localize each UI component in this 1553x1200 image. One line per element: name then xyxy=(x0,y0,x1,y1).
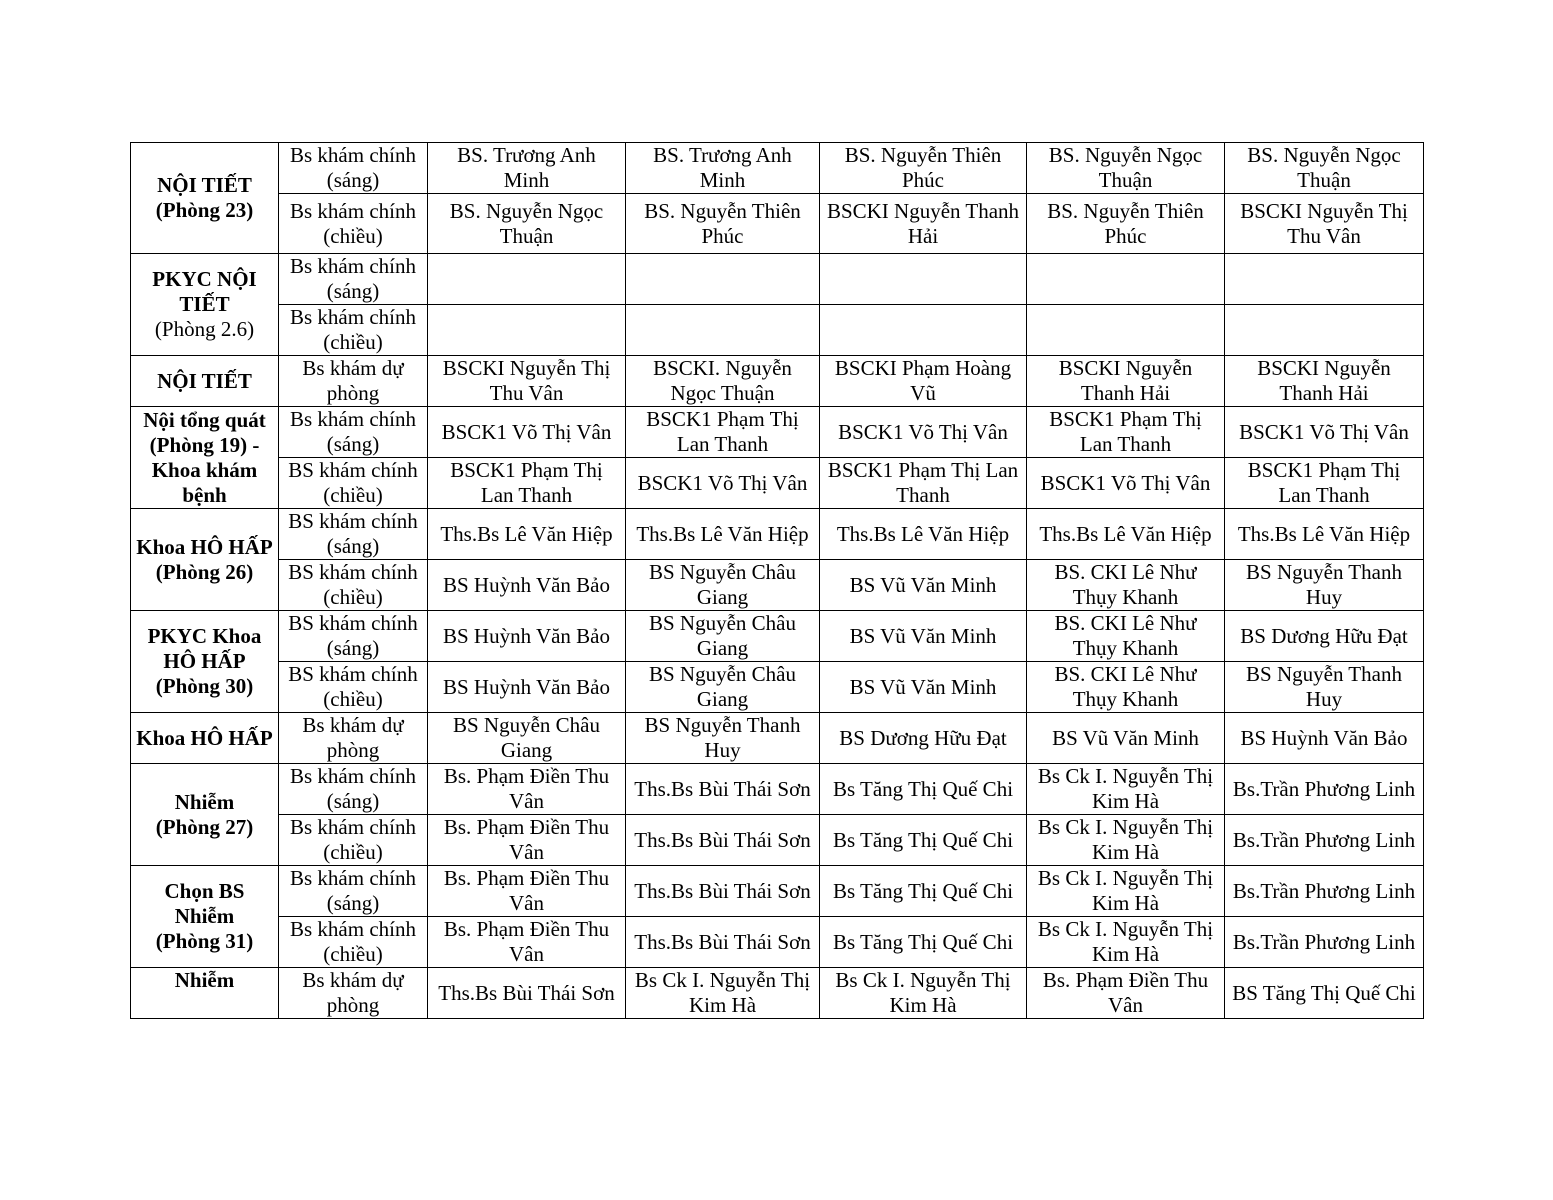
doctor-cell: BS. Nguyễn Ngọc Thuận xyxy=(428,194,626,254)
shift-cell: Bs khám chính (sáng) xyxy=(279,407,428,458)
doctor-cell: BSCKI Nguyễn Thanh Hải xyxy=(1027,356,1225,407)
doctor-cell xyxy=(1225,254,1424,305)
doctor-cell: BS Huỳnh Văn Bảo xyxy=(428,611,626,662)
doctor-cell: BS Nguyễn Thanh Huy xyxy=(626,713,820,764)
doctor-cell: BS Nguyễn Châu Giang xyxy=(626,611,820,662)
table-row xyxy=(131,509,1424,560)
doctor-cell: Bs Ck I. Nguyễn Thị Kim Hà xyxy=(626,968,820,1019)
department-cell xyxy=(131,254,279,356)
shift-cell: Bs khám dự phòng xyxy=(279,713,428,764)
doctor-cell: BS Huỳnh Văn Bảo xyxy=(1225,713,1424,764)
doctor-cell: BSCK1 Phạm Thị Lan Thanh xyxy=(1027,407,1225,458)
doctor-cell: Ths.Bs Bùi Thái Sơn xyxy=(626,917,820,968)
doctor-cell: BS. CKI Lê Như Thụy Khanh xyxy=(1027,611,1225,662)
table-row xyxy=(131,458,1424,509)
doctor-cell: Bs Tăng Thị Quế Chi xyxy=(820,764,1027,815)
table-row xyxy=(131,143,1424,194)
department-name: PKYC NỘI TIẾT xyxy=(152,267,257,316)
doctor-cell: BS Nguyễn Châu Giang xyxy=(626,662,820,713)
department-cell xyxy=(131,143,279,254)
doctor-cell: Bs. Phạm Điền Thu Vân xyxy=(428,815,626,866)
shift-cell: BS khám chính (chiều) xyxy=(279,458,428,509)
doctor-cell: BSCK1 Võ Thị Vân xyxy=(626,458,820,509)
department-cell xyxy=(131,866,279,968)
doctor-cell xyxy=(1027,305,1225,356)
doctor-cell: Bs Tăng Thị Quế Chi xyxy=(820,866,1027,917)
shift-cell: Bs khám chính (chiều) xyxy=(279,305,428,356)
department-cell xyxy=(131,764,279,866)
doctor-cell: Bs. Phạm Điền Thu Vân xyxy=(428,866,626,917)
doctor-cell: BSCK1 Võ Thị Vân xyxy=(1027,458,1225,509)
table-row xyxy=(131,356,1424,407)
doctor-cell: Bs Ck I. Nguyễn Thị Kim Hà xyxy=(1027,815,1225,866)
doctor-cell: BS Nguyễn Châu Giang xyxy=(428,713,626,764)
doctor-cell: Bs. Phạm Điền Thu Vân xyxy=(428,917,626,968)
doctor-cell: Bs Tăng Thị Quế Chi xyxy=(820,815,1027,866)
doctor-cell: BSCK1 Võ Thị Vân xyxy=(820,407,1027,458)
doctor-cell: BSCKI Nguyễn Thanh Hải xyxy=(820,194,1027,254)
shift-cell: Bs khám chính (sáng) xyxy=(279,143,428,194)
shift-cell: Bs khám dự phòng xyxy=(279,968,428,1019)
table-row xyxy=(131,917,1424,968)
doctor-cell xyxy=(820,254,1027,305)
doctor-cell: Ths.Bs Lê Văn Hiệp xyxy=(428,509,626,560)
doctor-cell: BS Huỳnh Văn Bảo xyxy=(428,662,626,713)
doctor-cell: BS. Trương Anh Minh xyxy=(428,143,626,194)
shift-cell: BS khám chính (sáng) xyxy=(279,509,428,560)
department-name: Khoa HÔ HẤP xyxy=(136,725,273,750)
table-row xyxy=(131,407,1424,458)
shift-cell: Bs khám dự phòng xyxy=(279,356,428,407)
doctor-cell: BS Vũ Văn Minh xyxy=(820,611,1027,662)
doctor-cell: BSCKI Nguyễn Thị Thu Vân xyxy=(428,356,626,407)
shift-cell: Bs khám chính (sáng) xyxy=(279,866,428,917)
doctor-cell: Ths.Bs Bùi Thái Sơn xyxy=(626,866,820,917)
doctor-cell: Bs. Phạm Điền Thu Vân xyxy=(428,764,626,815)
department-cell xyxy=(131,407,279,509)
department-cell xyxy=(131,611,279,713)
doctor-cell: Ths.Bs Bùi Thái Sơn xyxy=(428,968,626,1019)
doctor-cell xyxy=(1225,305,1424,356)
doctor-cell: BSCK1 Võ Thị Vân xyxy=(428,407,626,458)
doctor-cell xyxy=(626,305,820,356)
doctor-cell: BS Nguyễn Thanh Huy xyxy=(1225,560,1424,611)
department-name: Khoa HÔ HẤP xyxy=(136,534,273,559)
doctor-cell: BS. Nguyễn Ngọc Thuận xyxy=(1027,143,1225,194)
doctor-cell: BS Vũ Văn Minh xyxy=(1027,713,1225,764)
doctor-cell: Bs.Trần Phương Linh xyxy=(1225,815,1424,866)
department-cell xyxy=(131,713,279,764)
doctor-cell: Bs Tăng Thị Quế Chi xyxy=(820,917,1027,968)
doctor-cell: BSCK1 Phạm Thị Lan Thanh xyxy=(1225,458,1424,509)
doctor-cell: BS. Nguyễn Thiên Phúc xyxy=(820,143,1027,194)
doctor-cell xyxy=(820,305,1027,356)
doctor-schedule-table xyxy=(130,142,1424,1019)
doctor-cell: Bs Ck I. Nguyễn Thị Kim Hà xyxy=(1027,764,1225,815)
table-row xyxy=(131,194,1424,254)
table-row xyxy=(131,305,1424,356)
doctor-cell: BSCK1 Võ Thị Vân xyxy=(1225,407,1424,458)
department-cell xyxy=(131,356,279,407)
table-row xyxy=(131,254,1424,305)
doctor-cell: Ths.Bs Bùi Thái Sơn xyxy=(626,764,820,815)
shift-cell: Bs khám chính (sáng) xyxy=(279,764,428,815)
doctor-cell: Ths.Bs Bùi Thái Sơn xyxy=(626,815,820,866)
shift-cell: BS khám chính (sáng) xyxy=(279,611,428,662)
table-row xyxy=(131,815,1424,866)
department-cell xyxy=(131,509,279,611)
doctor-cell: BS. CKI Lê Như Thụy Khanh xyxy=(1027,662,1225,713)
shift-cell: BS khám chính (chiều) xyxy=(279,662,428,713)
department-room: (Phòng 31) xyxy=(155,929,254,953)
doctor-cell: BS Vũ Văn Minh xyxy=(820,560,1027,611)
doctor-cell: BS Dương Hữu Đạt xyxy=(1225,611,1424,662)
doctor-cell: Ths.Bs Lê Văn Hiệp xyxy=(1027,509,1225,560)
doctor-cell: BS. Nguyễn Thiên Phúc xyxy=(1027,194,1225,254)
department-room: (Phòng 27) xyxy=(155,814,254,839)
doctor-cell: BS Dương Hữu Đạt xyxy=(820,713,1027,764)
doctor-cell: BS Huỳnh Văn Bảo xyxy=(428,560,626,611)
doctor-cell: Ths.Bs Lê Văn Hiệp xyxy=(1225,509,1424,560)
doctor-cell: BSCKI. Nguyễn Ngọc Thuận xyxy=(626,356,820,407)
doctor-cell: Bs.Trần Phương Linh xyxy=(1225,917,1424,968)
department-name: PKYC Khoa HÔ HẤP xyxy=(147,624,262,673)
shift-cell: Bs khám chính (sáng) xyxy=(279,254,428,305)
doctor-cell: BS Nguyễn Châu Giang xyxy=(626,560,820,611)
department-room: (Phòng 23) xyxy=(155,198,254,222)
doctor-cell: Bs.Trần Phương Linh xyxy=(1225,764,1424,815)
department-name: Nhiễm xyxy=(174,789,235,814)
doctor-cell: BS. Trương Anh Minh xyxy=(626,143,820,194)
department-room: (Phòng 26) xyxy=(155,559,254,584)
doctor-cell: BSCK1 Phạm Thị Lan Thanh xyxy=(820,458,1027,509)
shift-cell: Bs khám chính (chiều) xyxy=(279,815,428,866)
doctor-cell: Ths.Bs Lê Văn Hiệp xyxy=(820,509,1027,560)
department-room: (Phòng 30) xyxy=(155,674,254,698)
department-name: NỘI TIẾT xyxy=(157,368,252,393)
doctor-cell xyxy=(1027,254,1225,305)
department-name: NỘI TIẾT xyxy=(157,173,252,197)
doctor-cell: BS. Nguyễn Thiên Phúc xyxy=(626,194,820,254)
doctor-cell xyxy=(626,254,820,305)
doctor-cell: BSCKI Nguyễn Thanh Hải xyxy=(1225,356,1424,407)
doctor-cell xyxy=(428,305,626,356)
doctor-cell: Bs. Phạm Điền Thu Vân xyxy=(1027,968,1225,1019)
doctor-cell: BS Tăng Thị Quế Chi xyxy=(1225,968,1424,1019)
doctor-cell: Ths.Bs Lê Văn Hiệp xyxy=(626,509,820,560)
department-room: (Phòng 2.6) xyxy=(154,317,255,341)
doctor-cell: BSCK1 Phạm Thị Lan Thanh xyxy=(626,407,820,458)
table-row xyxy=(131,968,1424,1019)
department-name: Nhiễm xyxy=(174,968,235,992)
shift-cell: Bs khám chính (chiều) xyxy=(279,917,428,968)
doctor-cell: BSCKI Phạm Hoàng Vũ xyxy=(820,356,1027,407)
doctor-cell xyxy=(428,254,626,305)
department-cell xyxy=(131,968,279,1019)
table-row xyxy=(131,611,1424,662)
table-row xyxy=(131,866,1424,917)
table-row xyxy=(131,662,1424,713)
shift-cell: BS khám chính (chiều) xyxy=(279,560,428,611)
doctor-cell: Bs Ck I. Nguyễn Thị Kim Hà xyxy=(820,968,1027,1019)
doctor-cell: Bs.Trần Phương Linh xyxy=(1225,866,1424,917)
doctor-cell: BS Vũ Văn Minh xyxy=(820,662,1027,713)
doctor-cell: BS. CKI Lê Như Thụy Khanh xyxy=(1027,560,1225,611)
table-row xyxy=(131,560,1424,611)
doctor-cell: BS Nguyễn Thanh Huy xyxy=(1225,662,1424,713)
doctor-cell: BSCKI Nguyễn Thị Thu Vân xyxy=(1225,194,1424,254)
doctor-cell: Bs Ck I. Nguyễn Thị Kim Hà xyxy=(1027,866,1225,917)
shift-cell: Bs khám chính (chiều) xyxy=(279,194,428,254)
table-row xyxy=(131,713,1424,764)
table-row xyxy=(131,764,1424,815)
department-name: Nội tổng quát (Phòng 19) - Khoa khám bệnh xyxy=(143,407,266,507)
doctor-cell: BS. Nguyễn Ngọc Thuận xyxy=(1225,143,1424,194)
department-name: Chọn BS Nhiễm xyxy=(164,879,245,928)
doctor-cell: Bs Ck I. Nguyễn Thị Kim Hà xyxy=(1027,917,1225,968)
doctor-cell: BSCK1 Phạm Thị Lan Thanh xyxy=(428,458,626,509)
